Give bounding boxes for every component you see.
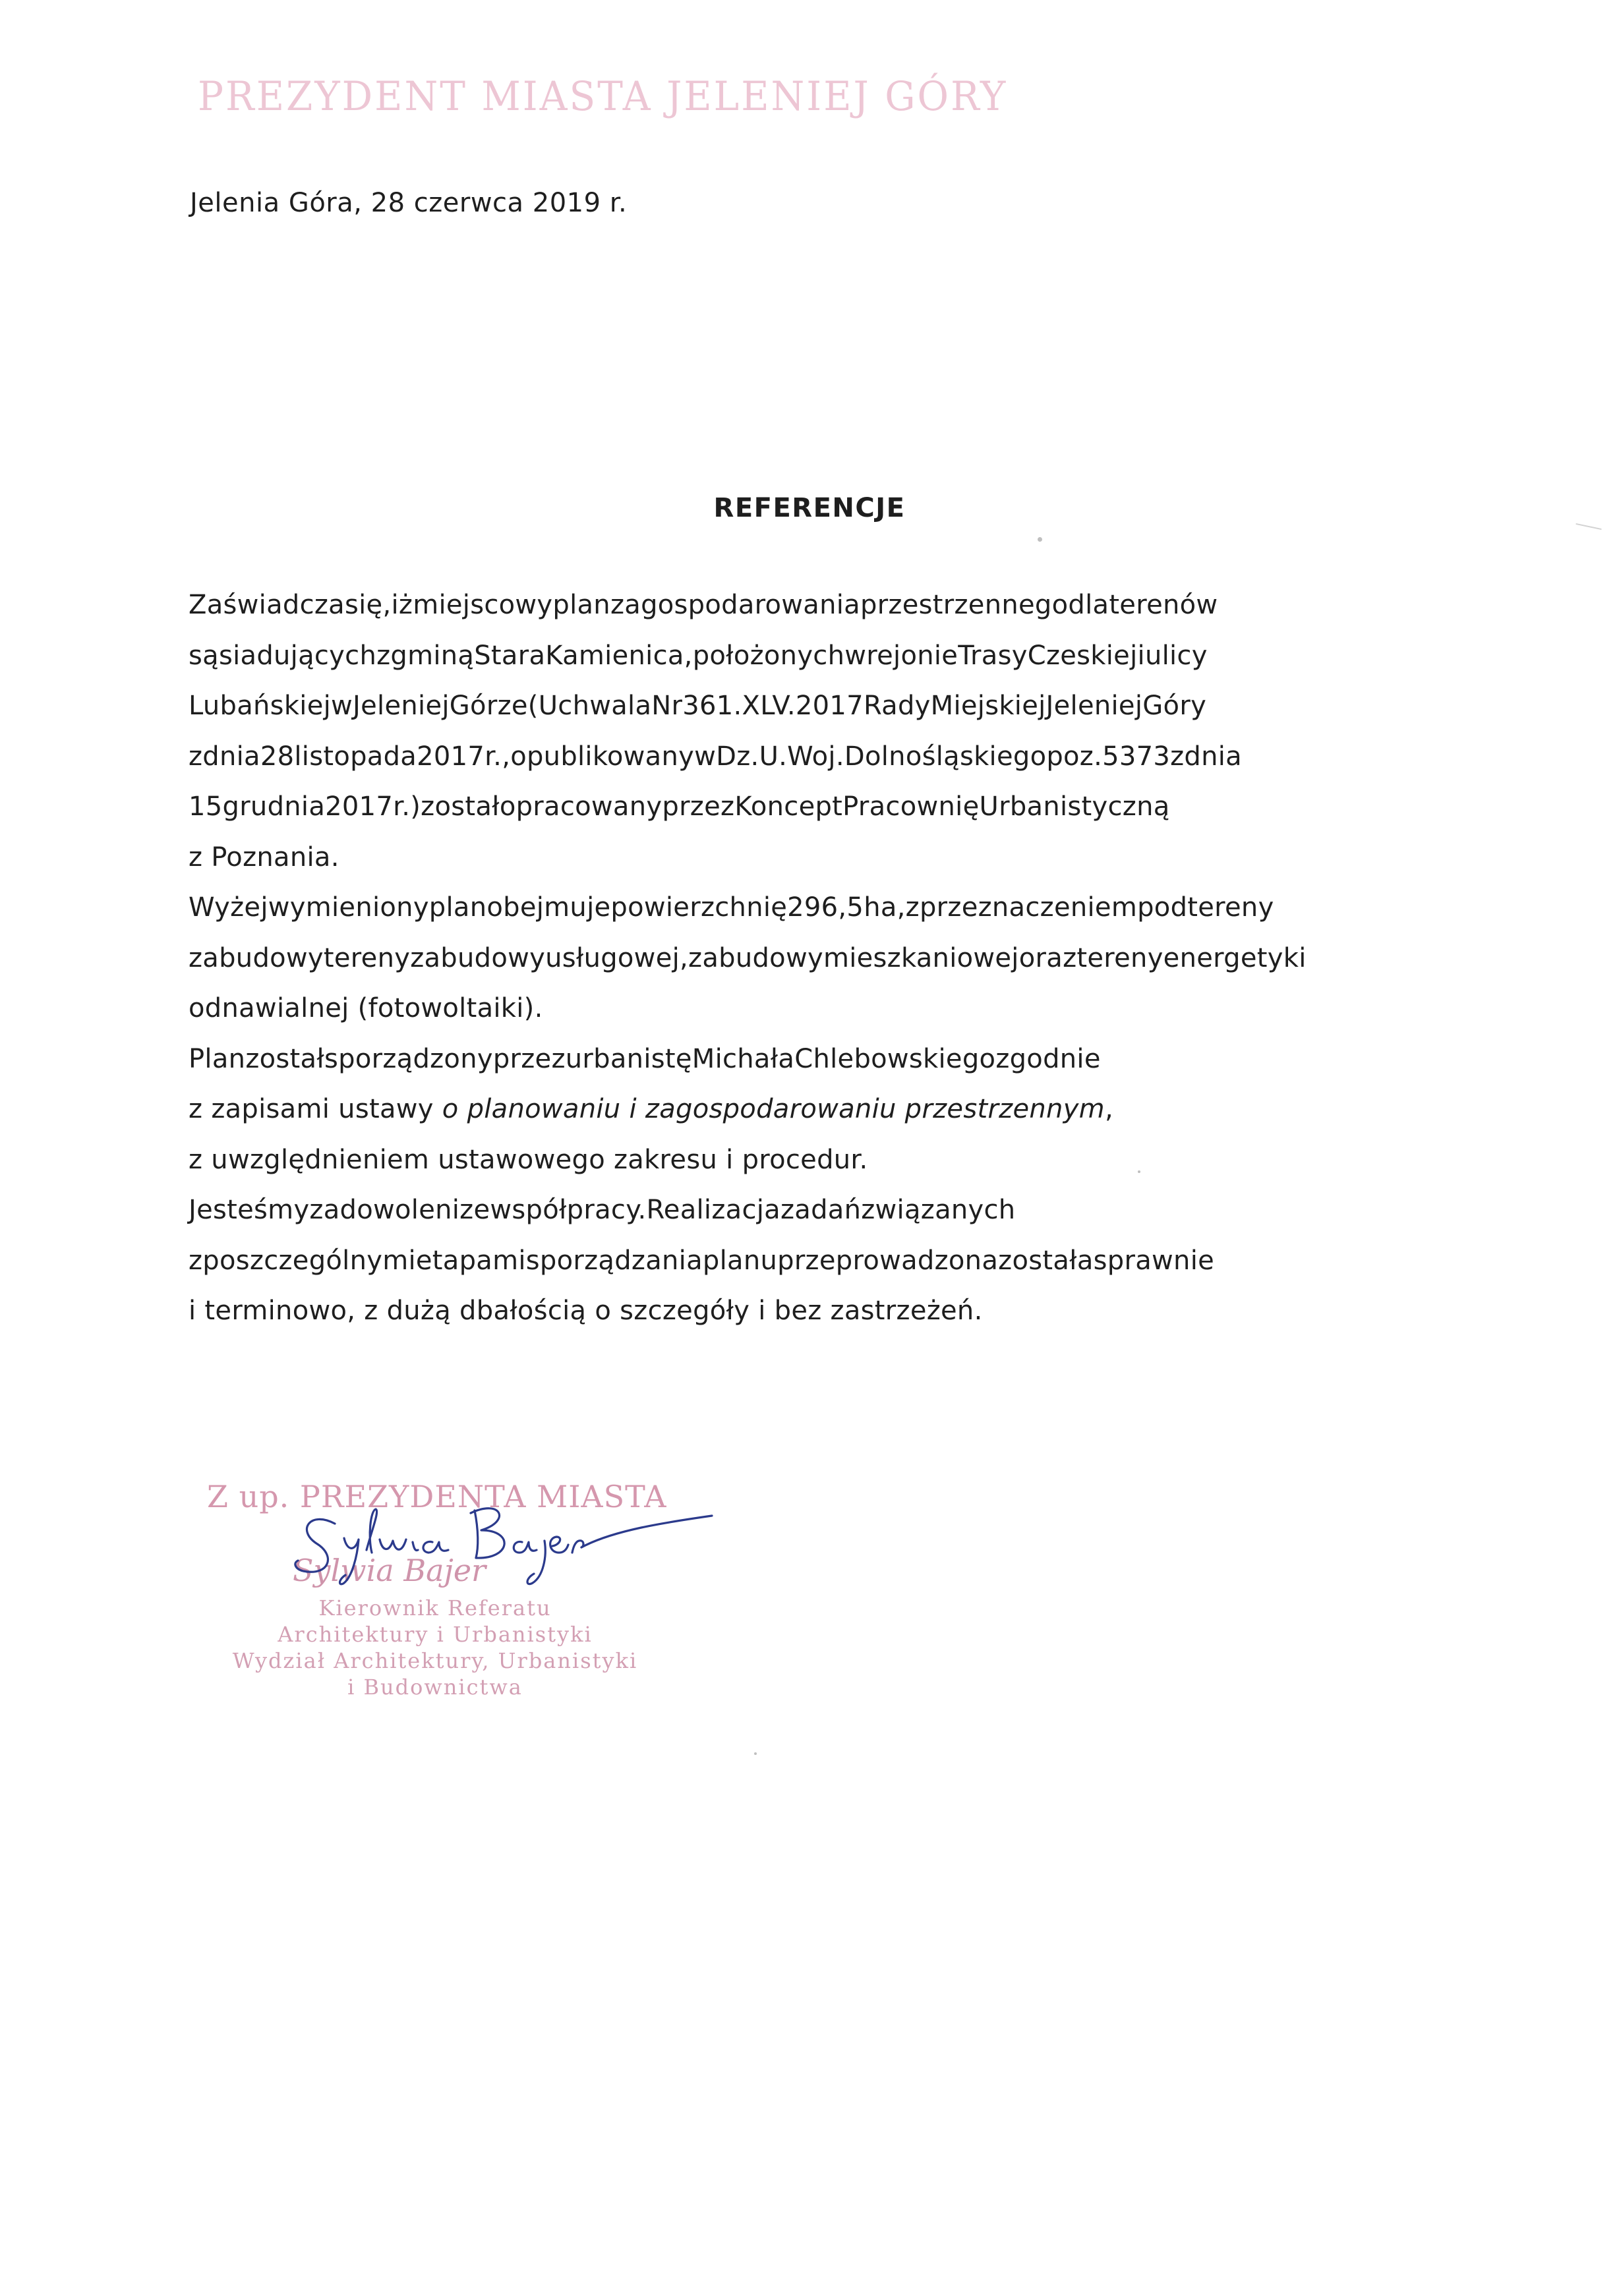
text-line	[189, 882, 1438, 933]
word: planu	[702, 1245, 778, 1276]
word: się,	[344, 590, 392, 620]
word: 2017	[417, 741, 485, 772]
word: 296,5	[787, 892, 864, 923]
word: r.,	[485, 741, 511, 772]
word: z	[189, 741, 203, 772]
stamp-name: Sylwia Bajer	[293, 1553, 486, 1588]
word: ulicy	[1144, 640, 1208, 671]
text-line: z uwzględnieniem ustawowego zakresu i procedur.	[189, 1144, 868, 1175]
paragraph-prepared-by	[189, 1034, 1438, 1186]
word: Trasy	[958, 640, 1028, 671]
statute-word: planowaniu	[467, 1094, 621, 1124]
statute-word: przestrzennym	[904, 1094, 1105, 1124]
paragraph-certification	[189, 580, 1438, 882]
word: Jeleniej	[1045, 691, 1143, 721]
text-line-statute	[189, 1084, 1438, 1135]
word: i	[1137, 640, 1145, 671]
word: w	[694, 741, 717, 772]
word: Koncept	[734, 791, 843, 822]
word: sporządzony	[324, 1043, 493, 1074]
paragraph-satisfaction	[189, 1185, 1438, 1336]
word: 5373	[1102, 741, 1171, 772]
stamp-line: Wydział Architektury, Urbanistyki	[232, 1648, 638, 1673]
word: Czeskiej	[1027, 640, 1138, 671]
text-line	[189, 1034, 1438, 1085]
word: Jesteśmy	[189, 1195, 310, 1225]
word: opublikowany	[510, 741, 695, 772]
word: z	[376, 640, 391, 671]
word: Rady	[863, 691, 931, 721]
letter-body	[189, 580, 1438, 1336]
word: Dz.	[716, 741, 759, 772]
text-line: odnawialnej (fotowoltaiki).	[189, 993, 543, 1023]
statute-word: i	[629, 1094, 637, 1124]
text-line	[189, 681, 1438, 732]
word: etapami	[415, 1245, 526, 1276]
word: Wyżej	[189, 892, 268, 923]
word: współpracy.	[490, 1195, 647, 1225]
word: Nr	[651, 691, 683, 721]
word: (Uchwala	[527, 691, 652, 721]
word: zadowoleni	[309, 1195, 460, 1225]
word: Jeleniej	[353, 691, 450, 721]
word: dla	[1068, 590, 1109, 620]
word: w	[331, 691, 353, 721]
stamp-line: Architektury i Urbanistyki	[278, 1622, 593, 1647]
word: 28	[260, 741, 295, 772]
word: powierzchnię	[610, 892, 788, 923]
text-line	[189, 782, 1438, 832]
word: Realizacja	[646, 1195, 780, 1225]
word: dnia	[202, 741, 260, 772]
word: zadań	[780, 1195, 862, 1225]
word: w	[844, 640, 867, 671]
word: sporządzania	[525, 1245, 703, 1276]
word: U.	[759, 741, 788, 772]
word: został	[245, 1043, 324, 1074]
word: Stara	[474, 640, 546, 671]
word: terenów	[1109, 590, 1218, 620]
word: poz.	[1046, 741, 1103, 772]
word: tereny	[323, 942, 411, 973]
text-line	[189, 732, 1438, 782]
word: urbanistę	[565, 1043, 692, 1074]
word: Plan	[189, 1043, 246, 1074]
word: rejonie	[866, 640, 958, 671]
word: miejscowy	[413, 590, 553, 620]
word: Urbanistyczną	[979, 791, 1170, 822]
word: położonych	[692, 640, 845, 671]
word: przeprowadzona	[777, 1245, 999, 1276]
word: mieszkaniowej	[823, 942, 1019, 973]
word: została	[998, 1245, 1094, 1276]
word: gminą	[390, 640, 475, 671]
handwritten-signature	[283, 1484, 719, 1596]
word: r.)	[393, 791, 421, 822]
word: zapisami	[211, 1094, 330, 1124]
scan-speck	[1038, 537, 1042, 542]
word: wymieniony	[268, 892, 429, 923]
paragraph-plan-area	[189, 882, 1438, 1034]
stamp-authority-line: Z up. PREZYDENTA MIASTA	[207, 1479, 667, 1514]
scan-speck	[754, 1752, 757, 1755]
word: z	[1170, 741, 1185, 772]
word: Górze	[449, 691, 528, 721]
text-line	[189, 631, 1438, 681]
word: plan	[552, 590, 610, 620]
word: przestrzennego	[860, 590, 1069, 620]
word: przeznaczeniem	[919, 892, 1138, 923]
word: tereny	[1187, 892, 1274, 923]
word: zagospodarowania	[610, 590, 860, 620]
statute-word: o	[442, 1094, 459, 1124]
word: tereny	[1076, 942, 1163, 973]
word: obejmuje	[486, 892, 611, 923]
word: związanych	[861, 1195, 1016, 1225]
word: zabudowy	[189, 942, 324, 973]
stamp-position-lines	[198, 1595, 672, 1700]
word: 2017	[325, 791, 394, 822]
word: Chlebowskiego	[794, 1043, 996, 1074]
word: Pracownię	[842, 791, 980, 822]
word: ze	[459, 1195, 490, 1225]
word: dnia	[1184, 741, 1242, 772]
word: iż	[391, 590, 413, 620]
word: Woj.	[787, 741, 844, 772]
word: Dolnośląskiego	[844, 741, 1047, 772]
text-line: i terminowo, z dużą dbałością o szczegóły i bez zastrzeżeń.	[189, 1296, 983, 1326]
stamp-line: i Budownictwa	[347, 1675, 523, 1700]
word: zabudowy	[688, 942, 823, 973]
word: przez	[662, 791, 735, 822]
stamp-line: Kierownik Referatu	[318, 1595, 552, 1621]
word: Michała	[692, 1043, 795, 1074]
text-line	[189, 933, 1438, 984]
word: Kamienica,	[545, 640, 693, 671]
statute-last-word	[905, 1094, 1113, 1124]
text-line	[189, 1185, 1438, 1236]
word: listopada	[294, 741, 417, 772]
word: sprawnie	[1093, 1245, 1215, 1276]
date-line: Jelenia Góra, 28 czerwca 2019 r.	[190, 188, 628, 218]
scan-speck	[1575, 523, 1602, 530]
word: 361.XLV.2017	[682, 691, 864, 721]
scan-speck	[1138, 1170, 1140, 1173]
word: Góry	[1142, 691, 1207, 721]
word: został	[421, 791, 500, 822]
comma: ,	[1104, 1094, 1113, 1124]
word: Zaświadcza	[189, 590, 345, 620]
word: ustawy	[338, 1094, 434, 1124]
word: z	[905, 892, 920, 923]
text-line: z Poznania.	[189, 842, 339, 873]
word: oraz	[1018, 942, 1077, 973]
word: pod	[1137, 892, 1188, 923]
word: energetyki	[1163, 942, 1307, 973]
text-line	[189, 580, 1438, 631]
word: z	[189, 1094, 203, 1124]
statute-word: zagospodarowaniu	[645, 1094, 897, 1124]
word: zgodnie	[995, 1043, 1101, 1074]
word: Miejskiej	[930, 691, 1046, 721]
word: poszczególnymi	[202, 1245, 416, 1276]
document-title: REFERENCJE	[713, 493, 906, 523]
word: zabudowy	[410, 942, 546, 973]
word: z	[189, 1245, 203, 1276]
word: ha,	[864, 892, 906, 923]
word: 15	[189, 791, 223, 822]
word: plan	[428, 892, 487, 923]
word: opracowany	[499, 791, 662, 822]
word: usługowej,	[545, 942, 689, 973]
word: Lubańskiej	[189, 691, 332, 721]
word: przez	[492, 1043, 566, 1074]
word: grudnia	[222, 791, 326, 822]
text-line	[189, 1236, 1438, 1286]
word: sąsiadujących	[189, 640, 377, 671]
letterhead-stamp: PREZYDENT MIASTA JELENIEJ GÓRY	[198, 72, 1008, 120]
